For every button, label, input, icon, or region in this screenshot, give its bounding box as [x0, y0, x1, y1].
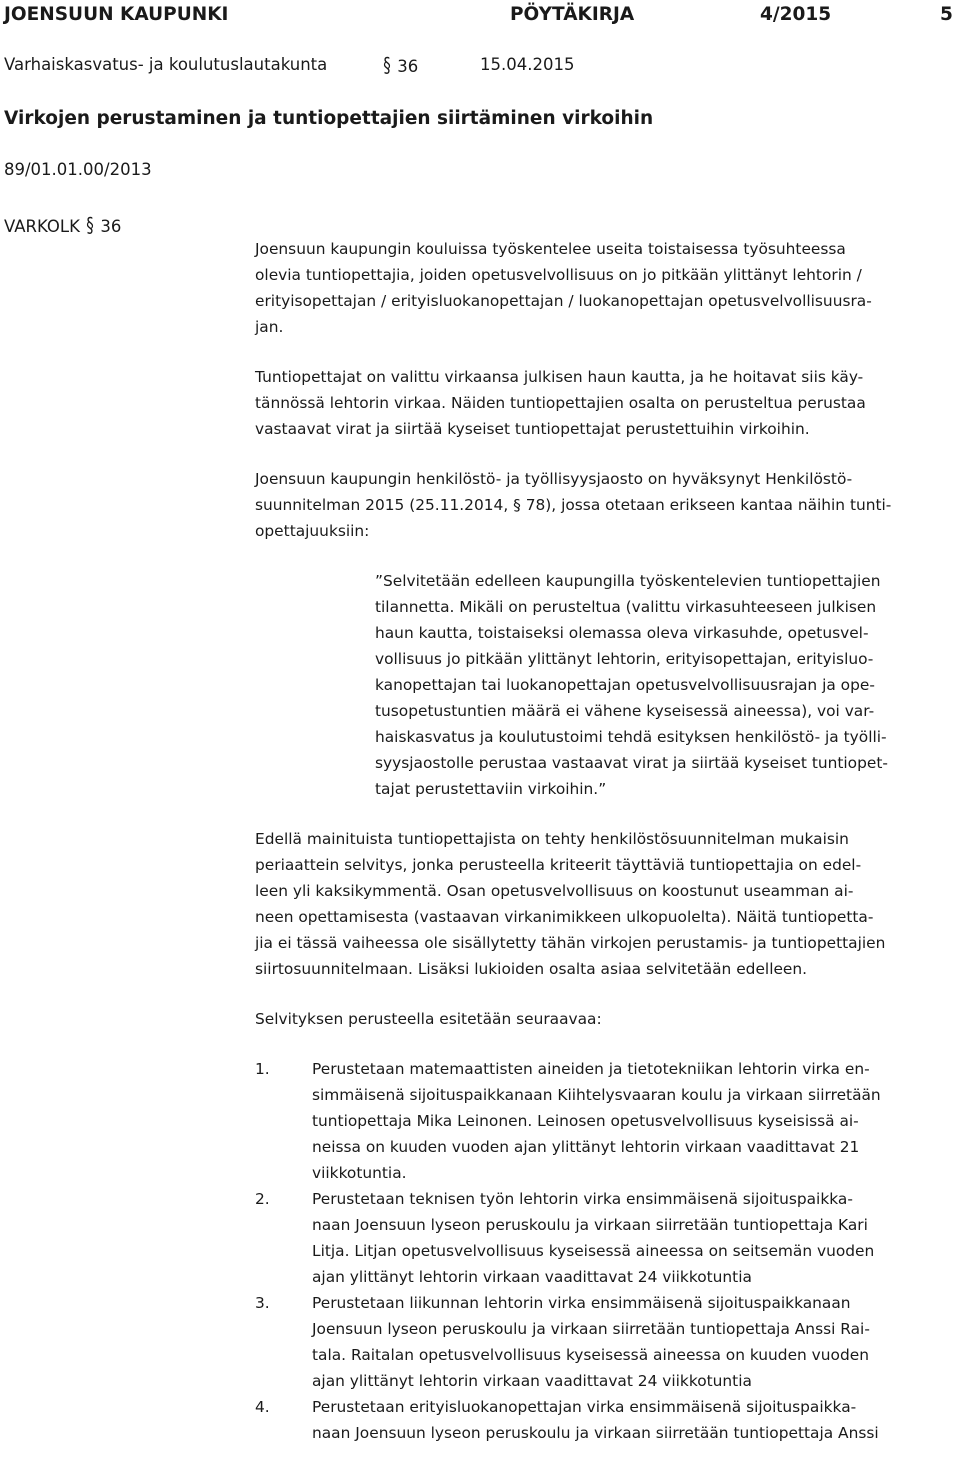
text-line: tännössä lehtorin virkaa. Näiden tuntiopettajien osalta on perusteltua perustaa [255, 394, 866, 412]
body-paragraph [255, 364, 960, 442]
text-line: olevia tuntiopettajia, joiden opetusvelvollisuus on jo pitkään ylittänyt lehtorin / [255, 266, 862, 284]
proposal-list [255, 1056, 960, 1446]
text-line: tajat perustettaviin virkoihin.” [375, 780, 607, 798]
text-line: simmäisenä sijoituspaikkanaan Kiihtelysvaaran koulu ja virkaan siirretään [312, 1086, 881, 1104]
text-line: naan Joensuun lyseon peruskoulu ja virkaan siirretään tuntiopettaja Kari [312, 1216, 868, 1234]
text-line: opettajuuksiin: [255, 522, 370, 540]
board-name: Varhaiskasvatus- ja koulutuslautakunta [4, 55, 328, 74]
text-line: haun kautta, toistaiseksi olemassa oleva virkasuhde, opetusvel- [375, 624, 869, 642]
text-line: tala. Raitalan opetusvelvollisuus kyseisessä aineessa on kuuden vuoden [312, 1346, 869, 1364]
text-line: vollisuus jo pitkään ylittänyt lehtorin, erityisopettajan, erityisluo- [375, 650, 874, 668]
text-line: Perustetaan teknisen työn lehtorin virka ensimmäisenä sijoituspaikka- [312, 1190, 853, 1208]
text-line: siirtosuunnitelmaan. Lisäksi lukioiden osalta asiaa selvitetään edelleen. [255, 960, 808, 978]
block-quote [255, 568, 960, 802]
text-line: naan Joensuun lyseon peruskoulu ja virkaan siirretään tuntiopettaja Anssi [312, 1424, 879, 1442]
section-reference [382, 55, 418, 76]
text-line: Perustetaan erityisluokanopettajan virka ensimmäisenä sijoituspaikka- [312, 1398, 857, 1416]
text-line: Litja. Litjan opetusvelvollisuus kyseisessä aineessa on seitsemän vuoden [312, 1242, 875, 1260]
text-line: haiskasvatus ja koulutustoimi tehdä esityksen henkilöstö- ja työlli- [375, 728, 887, 746]
text-line: Selvityksen perusteella esitetään seuraavaa: [255, 1010, 602, 1028]
text-line: vastaavat virat ja siirtää kyseiset tuntiopettajat perustettuihin virkoihin. [255, 420, 810, 438]
list-item-number: 2. [255, 1190, 270, 1208]
list-item-number: 4. [255, 1398, 270, 1416]
section-sign: § [86, 213, 94, 237]
text-line: neissa on kuuden vuoden ajan ylittänyt lehtorin virkaan vaadittavat 21 [312, 1138, 860, 1156]
document-number: 4/2015 [760, 4, 832, 25]
list-item [255, 1186, 960, 1290]
varkolk-label: VARKOLK [4, 217, 80, 236]
document-body [255, 236, 960, 1446]
section-sign: § [383, 53, 391, 77]
text-line: Perustetaan liikunnan lehtorin virka ensimmäisenä sijoituspaikkanaan [312, 1294, 851, 1312]
text-line: ajan ylittänyt lehtorin virkaan vaadittavat 24 viikkotuntia [312, 1268, 752, 1286]
meeting-date: 15.04.2015 [480, 55, 575, 74]
text-line: Edellä mainituista tuntiopettajista on tehty henkilöstösuunnitelman mukaisin [255, 830, 849, 848]
varkolk-section: 36 [100, 217, 122, 236]
organization-name: JOENSUUN KAUPUNKI [4, 4, 229, 25]
text-line: erityisopettajan / erityisluokanopettajan / luokanopettajan opetusvelvollisuusra- [255, 292, 872, 310]
section-number: 36 [397, 57, 419, 76]
page-number: 5 [940, 4, 953, 25]
body-paragraph [255, 1006, 960, 1032]
text-line: neen opettamisesta (vastaavan virkanimikkeen ulkopuolelta). Näitä tuntiopetta- [255, 908, 874, 926]
text-line: tusopetustuntien määrä ei vähene kyseisessä aineessa), voi var- [375, 702, 875, 720]
text-line: jan. [255, 318, 284, 336]
list-item [255, 1056, 960, 1186]
page-title: Virkojen perustaminen ja tuntiopettajien siirtäminen virkoihin [4, 108, 654, 129]
text-line: Joensuun kaupungin henkilöstö- ja työllisyysjaosto on hyväksynyt Henkilöstö- [255, 470, 853, 488]
text-line: kanopettajan tai luokanopettajan opetusvelvollisuusrajan ja ope- [375, 676, 875, 694]
text-line: leen yli kaksikymmentä. Osan opetusvelvollisuus on koostunut useamman ai- [255, 882, 854, 900]
text-line: Joensuun kaupungin kouluissa työskentelee useita toistaisessa työsuhteessa [255, 240, 846, 258]
document-type: PÖYTÄKIRJA [510, 4, 635, 25]
body-paragraph [255, 466, 960, 544]
varkolk-reference [4, 215, 121, 236]
list-item [255, 1394, 960, 1446]
text-line: periaattein selvitys, jonka perusteella kriteerit täyttäviä tuntiopettajia on edel- [255, 856, 862, 874]
body-paragraph [255, 826, 960, 982]
text-line: ”Selvitetään edelleen kaupungilla työskentelevien tuntiopettajien [375, 572, 881, 590]
body-paragraph [255, 236, 960, 340]
text-line: viikkotuntia. [312, 1164, 407, 1182]
text-line: syysjaostolle perustaa vastaavat virat ja siirtää kyseiset tuntiopet- [375, 754, 888, 772]
text-line: tilannetta. Mikäli on perusteltua (valittu virkasuhteeseen julkisen [375, 598, 877, 616]
text-line: Tuntiopettajat on valittu virkaansa julkisen haun kautta, ja he hoitavat siis käy- [255, 368, 864, 386]
text-line: suunnitelman 2015 (25.11.2014, § 78), jossa otetaan erikseen kantaa näihin tunti- [255, 496, 892, 514]
text-line: Joensuun lyseon peruskoulu ja virkaan siirretään tuntiopettaja Anssi Rai- [312, 1320, 870, 1338]
text-line: ajan ylittänyt lehtorin virkaan vaadittavat 24 viikkotuntia [312, 1372, 752, 1390]
list-item-number: 3. [255, 1294, 270, 1312]
list-item [255, 1290, 960, 1394]
case-number: 89/01.01.00/2013 [4, 160, 152, 179]
text-line: tuntiopettaja Mika Leinonen. Leinosen opetusvelvollisuus kyseisissä ai- [312, 1112, 859, 1130]
text-line: jia ei tässä vaiheessa ole sisällytetty tähän virkojen perustamis- ja tuntiopettajien [255, 934, 886, 952]
list-item-number: 1. [255, 1060, 270, 1078]
text-line: Perustetaan matemaattisten aineiden ja tietotekniikan lehtorin virka en- [312, 1060, 870, 1078]
